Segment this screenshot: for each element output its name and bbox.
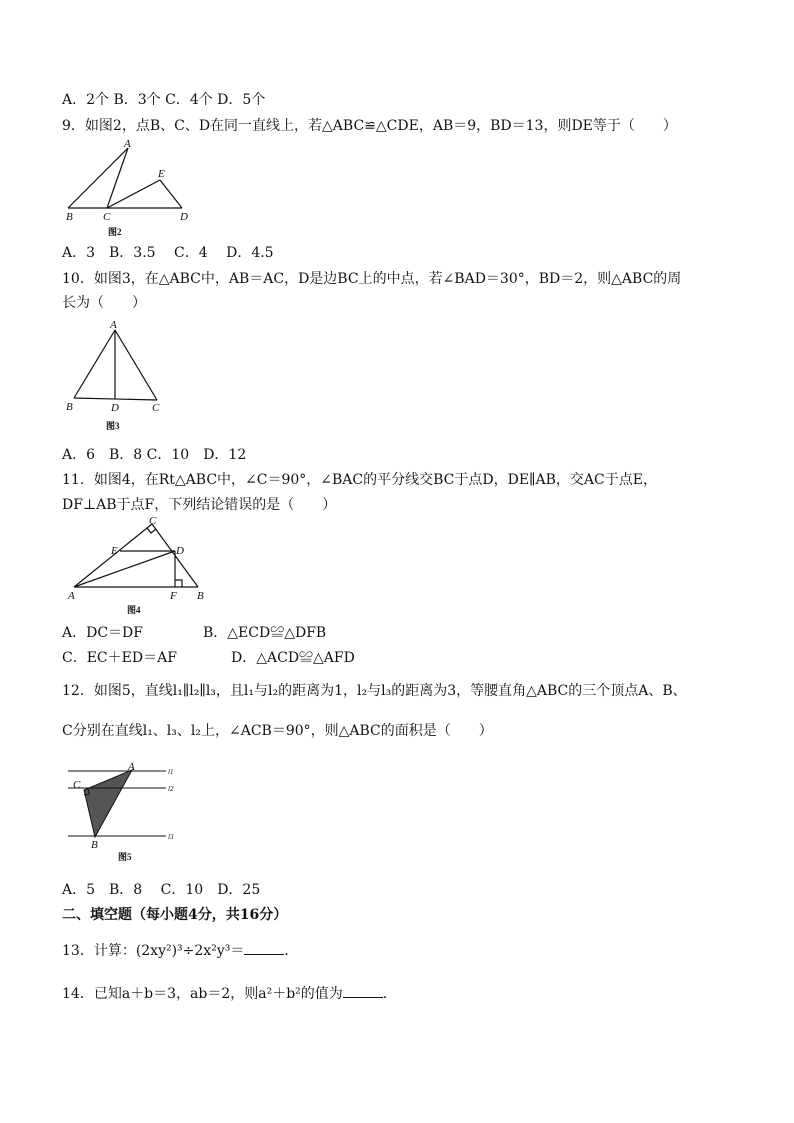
q10-text-line1: 10．如图3，在△ABC中，AB＝AC，D是边BC上的中点，若∠BAD＝30°，BD＝2，则△ABC的周 — [62, 271, 682, 287]
figure-5 — [62, 760, 192, 870]
fig5-line-l1: l1 — [168, 768, 174, 776]
q14-answer-blank[interactable] — [343, 985, 383, 998]
q13-end: ． — [284, 943, 299, 959]
q14-end: ． — [382, 986, 397, 1002]
q12-text-line1: 12．如图5，直线l₁∥l₂∥l₃，且l₁与l₂的距离为1，l₂与l₃的距离为3，等腰直角△ABC的三个顶点A、B、 — [62, 683, 687, 699]
figure-3 — [62, 318, 172, 438]
fig4-label-d: D — [176, 545, 184, 557]
fig2-label-d: D — [180, 211, 188, 223]
q14-text: 14．已知a＋b＝3，ab＝2，则a²＋b²的值为 — [62, 986, 343, 1002]
q9-options: A．3 B．3.5 C．4 D．4.5 — [62, 245, 274, 261]
q9-text: 9．如图2，点B、C、D在同一直线上，若△ABC≌△CDE，AB＝9，BD＝13，则DE等于（ ） — [62, 118, 677, 134]
fig4-caption: 图4 — [127, 605, 141, 615]
q8-options: A．2个 B．3个 C．4个 D．5个 — [62, 92, 266, 108]
fig3-label-c: C — [152, 402, 160, 414]
q11-text-line2: DF⊥AB于点F，下列结论错误的是（ ） — [62, 497, 337, 513]
fig2-label-e: E — [158, 168, 165, 180]
figure-4 — [62, 516, 212, 618]
fig2-label-b: B — [66, 211, 73, 223]
q11-text-line1: 11．如图4，在Rt△ABC中，∠C＝90°，∠BAC的平分线交BC于点D，DE∥AB，交AC于点E， — [62, 472, 657, 488]
fig4-label-a: A — [68, 590, 75, 602]
fig2-label-c: C — [103, 211, 111, 223]
q10-text-line2: 长为（ ） — [62, 295, 146, 311]
section-2-title: 二、填空题（每小题4分，共16分） — [62, 907, 288, 923]
fig5-line-l3: l3 — [168, 833, 174, 841]
fig4-label-e: E — [111, 545, 118, 557]
q11-option-b: B．△ECD≌△DFB — [203, 625, 327, 641]
q11-option-c: C．EC＋ED＝AF — [62, 650, 177, 666]
fig3-label-a: A — [110, 319, 117, 331]
fig3-label-b: B — [66, 401, 73, 413]
fig4-label-c: C — [149, 516, 157, 527]
fig5-line-l2: l2 — [168, 785, 174, 793]
q13-text: 13．计算：(2xy²)³÷2x²y³＝ — [62, 943, 245, 959]
fig2-caption: 图2 — [108, 227, 122, 237]
q12-text-line2: C分别在直线l₁、l₃、l₂上，∠ACB＝90°，则△ABC的面积是（ ） — [62, 723, 493, 739]
fig5-label-c: C — [73, 779, 81, 791]
fig4-label-f: F — [170, 590, 177, 602]
q14 — [62, 985, 397, 1003]
fig5-caption: 图5 — [118, 852, 132, 862]
fig3-label-d: D — [111, 402, 119, 414]
fig5-label-b: B — [91, 839, 98, 851]
q13-answer-blank[interactable] — [244, 942, 284, 955]
q11-option-a: A．DC＝DF — [62, 625, 143, 641]
q11-option-d: D．△ACD≌△AFD — [231, 650, 355, 666]
fig5-label-a: A — [128, 761, 135, 773]
figure-2 — [62, 138, 202, 238]
fig2-label-a: A — [124, 138, 131, 150]
q10-options: A．6 B．8 C．10 D．12 — [62, 447, 247, 463]
fig4-label-b: B — [197, 590, 204, 602]
q12-options: A．5 B．8 C．10 D．25 — [62, 882, 261, 898]
q13 — [62, 942, 298, 960]
fig3-caption: 图3 — [106, 421, 120, 431]
